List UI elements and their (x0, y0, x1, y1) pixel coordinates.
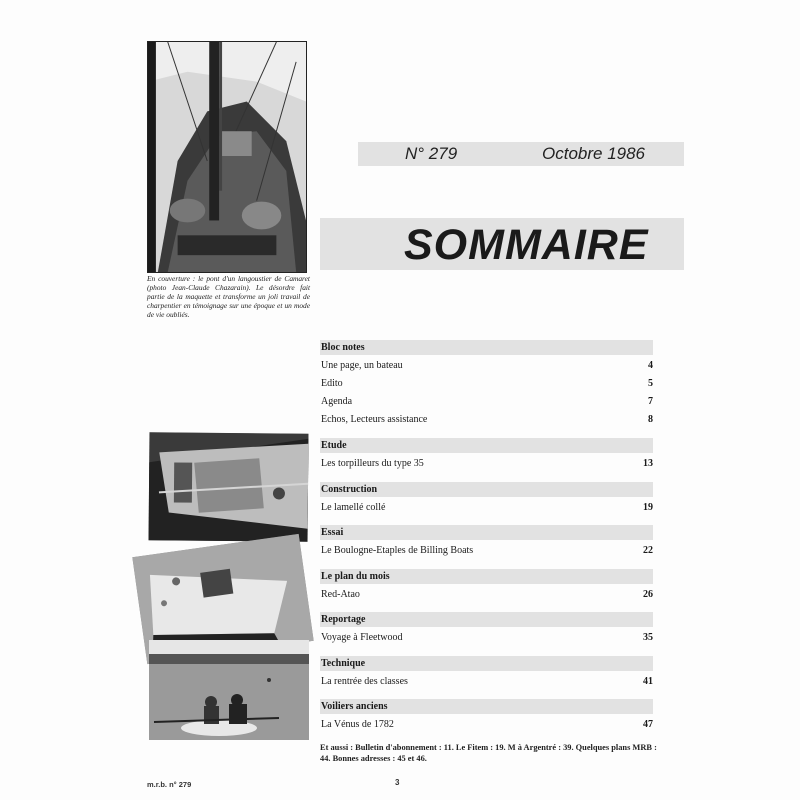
entry-title: Le lamellé collé (321, 501, 386, 513)
section-header: Bloc notes (320, 340, 653, 355)
toc-section-reportage (320, 612, 653, 650)
toc-section-bloc-notes (320, 340, 653, 432)
toc-entry[interactable] (320, 396, 653, 414)
entry-title: La Vénus de 1782 (321, 719, 394, 730)
section-header: Reportage (320, 612, 653, 627)
section-header: Construction (320, 482, 653, 497)
section-header: Essai (320, 525, 653, 540)
page-title: SOMMAIRE (404, 221, 649, 269)
issue-date: Octobre 1986 (542, 144, 646, 163)
toc-entry[interactable] (320, 458, 653, 476)
entry-page: 5 (648, 378, 653, 389)
entry-page: 26 (643, 588, 653, 600)
entry-page: 22 (643, 545, 653, 556)
toc-entry[interactable] (320, 545, 653, 563)
torpedo-boat-photo (149, 432, 309, 541)
entry-title: Agenda (321, 396, 353, 407)
toc-entry[interactable] (320, 632, 653, 650)
entry-page: 13 (643, 458, 653, 469)
entry-title: Voyage à Fleetwood (321, 632, 403, 643)
toc-entry[interactable] (320, 589, 653, 607)
toc-section-construction (320, 482, 653, 520)
entry-title: La rentrée des classes (321, 675, 408, 687)
issue-number: N° 279 (405, 144, 458, 163)
toc-entry[interactable] (320, 676, 653, 694)
entry-page: 8 (648, 414, 653, 425)
toc-section-voiliers-anciens (320, 699, 653, 737)
entry-title: Edito (321, 378, 343, 389)
entry-title: Une page, un bateau (321, 360, 403, 371)
toc-entry[interactable] (320, 502, 653, 520)
section-header: Le plan du mois (320, 569, 653, 584)
toc-section-essai (320, 525, 653, 563)
entry-page: 7 (648, 396, 653, 407)
toc-section-technique (320, 656, 653, 694)
toc-section-plan-du-mois (320, 569, 653, 607)
entry-title: Le Boulogne-Etaples de Billing Boats (321, 545, 474, 556)
entry-page: 4 (648, 360, 653, 371)
magazine-footer: m.r.b. n° 279 (147, 780, 192, 789)
toc-section-etude (320, 438, 653, 476)
entry-title: Les torpilleurs du type 35 (321, 458, 424, 469)
table-of-contents (320, 340, 653, 743)
entry-page: 19 (643, 501, 653, 513)
toc-entry[interactable] (320, 378, 653, 396)
entry-page: 35 (643, 632, 653, 643)
toc-entry[interactable] (320, 360, 653, 378)
et-aussi-note: Et aussi : Bulletin d'abonnement : 11. Le Fitem : 19. M à Argentré : 39. Quelques plans MRB : 44. Bonnes adresses : 45 et 46. (320, 743, 657, 763)
cover-caption: En couverture : le pont d'un langoustier de Camaret (photo Jean-Claude Chazarain). Le désordre fait partie de la maquette et transforme un joli travail de charpentier en témoignage sur une époque et un mode de vie oubliés. (147, 274, 310, 319)
toc-entry[interactable] (320, 719, 653, 737)
section-header: Voiliers anciens (320, 699, 653, 714)
toc-entry[interactable] (320, 414, 653, 432)
page-number: 3 (395, 778, 400, 787)
rowing-boat-photo (149, 640, 309, 740)
section-header: Technique (320, 656, 653, 671)
cover-photo (147, 41, 307, 273)
entry-title: Red-Atao (321, 588, 360, 600)
section-header: Etude (320, 438, 653, 453)
entry-page: 41 (643, 675, 653, 687)
entry-title: Echos, Lecteurs assistance (321, 414, 428, 425)
entry-page: 47 (643, 719, 653, 730)
